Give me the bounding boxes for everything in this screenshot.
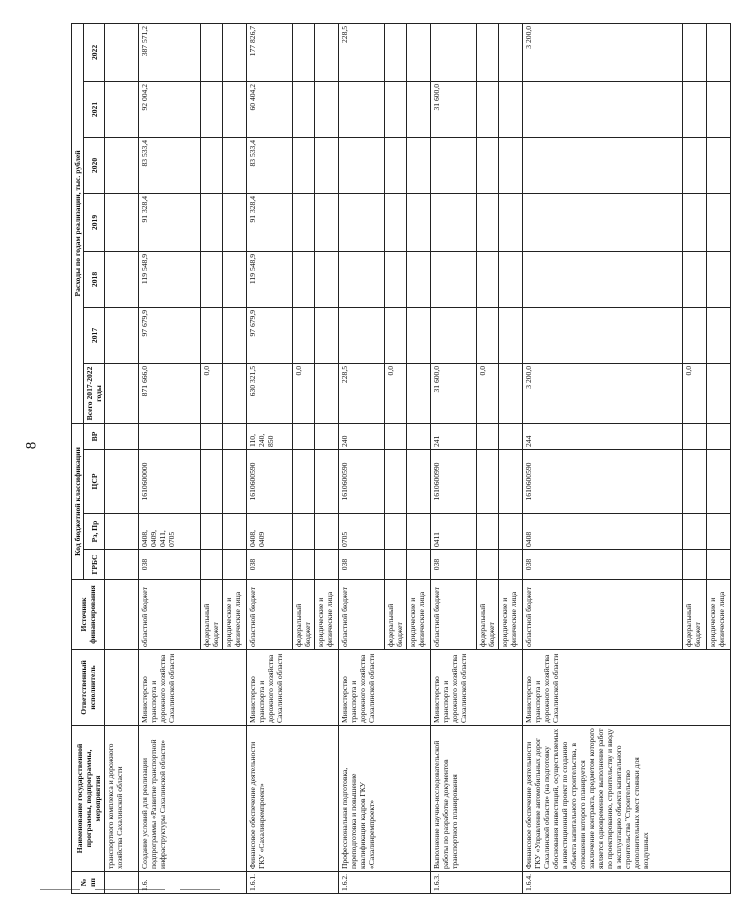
- cell: [293, 514, 315, 550]
- cell: [683, 251, 707, 307]
- cell-2022: 177 826,7: [247, 23, 293, 81]
- source-legal: юридические и физические лица: [223, 580, 247, 650]
- cell: [105, 137, 139, 193]
- cell: [499, 81, 523, 137]
- cell-2022: 3 200,0: [523, 23, 683, 81]
- cell-grbs: 038: [339, 550, 385, 580]
- cell: [293, 23, 315, 81]
- cell: [315, 137, 339, 193]
- cell: [201, 81, 223, 137]
- cell: [707, 23, 731, 81]
- cell-2017: [431, 307, 477, 363]
- cell-total: 228,5: [339, 363, 385, 423]
- cell: [683, 514, 707, 550]
- header-row: [72, 23, 84, 893]
- cell-2021: 92 004,2: [139, 81, 201, 137]
- row-responsible: Министерство транспорта и дорожного хозяйства Сахалинской области: [523, 650, 731, 726]
- cell: [477, 23, 499, 81]
- col-rzpr-header: Рз, Пр: [84, 514, 105, 550]
- col-2021-header: 2021: [84, 81, 105, 137]
- cell: [499, 137, 523, 193]
- cell-grbs: 038: [431, 550, 477, 580]
- cell: [105, 251, 139, 307]
- cell: [105, 550, 139, 580]
- source-regional: областной бюджет: [139, 580, 201, 650]
- cell-2021: 31 600,0: [431, 81, 477, 137]
- source-legal: юридические и физические лица: [499, 580, 523, 650]
- row-number: 1.6.4.: [523, 872, 731, 894]
- col-2020-header: 2020: [84, 137, 105, 193]
- cell: [105, 872, 139, 894]
- row-responsible: Министерство транспорта и дорожного хозяйства Сахалинской области: [247, 650, 339, 726]
- cell: [293, 423, 315, 449]
- row-name: Создание условий для реализации подпрограммы «Развитие транспортной инфраструктуры Сахалинской области»: [139, 726, 247, 872]
- cell: [683, 307, 707, 363]
- col-2017-header: 2017: [84, 307, 105, 363]
- table-row: [247, 23, 293, 893]
- cell-2022: 228,5: [339, 23, 385, 81]
- cell: [315, 450, 339, 514]
- cell-total: 3 200,0: [523, 363, 683, 423]
- cell: [683, 23, 707, 81]
- cell-2017: [339, 307, 385, 363]
- cell: [105, 450, 139, 514]
- cell: [477, 514, 499, 550]
- cell: [105, 307, 139, 363]
- cell-2017: 97 679,9: [247, 307, 293, 363]
- cell: [223, 514, 247, 550]
- cell: [315, 363, 339, 423]
- row-number: 1.6.2.: [339, 872, 431, 894]
- cell: [477, 251, 499, 307]
- cell: [385, 81, 407, 137]
- cell: [223, 550, 247, 580]
- cell: [105, 423, 139, 449]
- cell: [707, 550, 731, 580]
- cell: [201, 193, 223, 251]
- row-responsible: Министерство транспорта и дорожного хозяйства Сахалинской области: [431, 650, 523, 726]
- cell: [201, 423, 223, 449]
- cell: [105, 23, 139, 81]
- cell-vr: 110, 240, 850: [247, 423, 293, 449]
- col-total-header: Всего 2017-2022 годы: [84, 363, 105, 423]
- cell: [201, 137, 223, 193]
- cell: [223, 81, 247, 137]
- cell: [105, 650, 139, 726]
- row-responsible: Министерство транспорта и дорожного хозяйства Сахалинской области: [139, 650, 247, 726]
- cell: [499, 23, 523, 81]
- cell: [315, 514, 339, 550]
- cell: [407, 251, 431, 307]
- cell-federal-total: 0,0: [683, 363, 707, 423]
- source-federal: федеральный бюджет: [477, 580, 499, 650]
- cell: [385, 23, 407, 81]
- table-row: [523, 23, 683, 893]
- cell: [315, 307, 339, 363]
- cell-2018: 119 548,9: [247, 251, 293, 307]
- cell: [315, 251, 339, 307]
- cell-grbs: 038: [523, 550, 683, 580]
- cell: [223, 450, 247, 514]
- cell: [201, 23, 223, 81]
- source-legal: юридические и физические лица: [707, 580, 731, 650]
- cell-2019: [431, 193, 477, 251]
- row-number: 1.6.: [139, 872, 247, 894]
- source-legal: юридические и физические лица: [407, 580, 431, 650]
- cell: [407, 423, 431, 449]
- table-row: [105, 23, 139, 893]
- cell: [201, 450, 223, 514]
- cell-total: 31 600,0: [431, 363, 477, 423]
- cell: [407, 550, 431, 580]
- cell: [683, 137, 707, 193]
- cell-2021: [523, 81, 683, 137]
- cell: [293, 307, 315, 363]
- cell-federal-total: 0,0: [477, 363, 499, 423]
- source-federal: федеральный бюджет: [385, 580, 407, 650]
- cell-rzpr: 0705: [339, 514, 385, 550]
- row-name: Выполнение научно-исследовательской работы по разработке документов транспортного планирования: [431, 726, 523, 872]
- cell-vr: 244: [523, 423, 683, 449]
- cell: [105, 363, 139, 423]
- cell: [407, 137, 431, 193]
- cell-2020: 83 533,4: [139, 137, 201, 193]
- cell-csr: 1610600590: [247, 450, 293, 514]
- col-num-header: № пп: [72, 872, 105, 894]
- cell: [407, 514, 431, 550]
- cell: [105, 81, 139, 137]
- cell: [683, 193, 707, 251]
- cell-csr: 1610600590: [523, 450, 683, 514]
- cell: [385, 251, 407, 307]
- cell: [477, 550, 499, 580]
- cell: [707, 251, 731, 307]
- expense-group-header: Расходы по годам реализации, тыс. рублей: [72, 23, 84, 423]
- cell: [293, 550, 315, 580]
- cell-2021: [339, 81, 385, 137]
- cell: [477, 450, 499, 514]
- cell: [201, 251, 223, 307]
- cell: [499, 514, 523, 550]
- cell: [105, 580, 139, 650]
- cell-federal-total: 0,0: [201, 363, 223, 423]
- cell: [499, 550, 523, 580]
- cell-2020: [431, 137, 477, 193]
- source-legal: юридические и физические лица: [315, 580, 339, 650]
- col-grbs-header: ГРБС: [84, 550, 105, 580]
- cell: [385, 307, 407, 363]
- cell: [477, 193, 499, 251]
- cell: [293, 251, 315, 307]
- cell: [223, 363, 247, 423]
- cell: [223, 251, 247, 307]
- cell: [707, 307, 731, 363]
- table-row: [139, 23, 201, 893]
- col-csr-header: ЦСР: [84, 450, 105, 514]
- cell-rzpr: 0408, 0409, 0411, 0705: [139, 514, 201, 550]
- cell: [499, 307, 523, 363]
- col-2022-header: 2022: [84, 23, 105, 81]
- cell-vr: 240: [339, 423, 385, 449]
- cell-2019: [523, 193, 683, 251]
- cell: [499, 363, 523, 423]
- cell-2018: [431, 251, 477, 307]
- cell-vr: 241: [431, 423, 477, 449]
- cell-grbs: 038: [139, 550, 201, 580]
- col-name-header: Наименование государственной программы, подпрограммы, мероприятия: [72, 726, 105, 872]
- cell: [683, 450, 707, 514]
- budget-table: [71, 23, 731, 894]
- cell: [105, 193, 139, 251]
- cell-2019: [339, 193, 385, 251]
- source-regional: областной бюджет: [431, 580, 477, 650]
- cell: [105, 514, 139, 550]
- cell-rzpr: 0408: [523, 514, 683, 550]
- row-number: 1.6.3.: [431, 872, 523, 894]
- cell: [683, 423, 707, 449]
- cell-2022: 387 571,2: [139, 23, 201, 81]
- cell: [407, 193, 431, 251]
- cell: [315, 423, 339, 449]
- cell: [385, 423, 407, 449]
- cell: [201, 514, 223, 550]
- table-row: [339, 23, 385, 893]
- cell: [407, 307, 431, 363]
- cell: [385, 193, 407, 251]
- table-row: [431, 23, 477, 893]
- cell: [499, 251, 523, 307]
- cell: [223, 307, 247, 363]
- cell-2019: 91 328,4: [139, 193, 201, 251]
- cell: [683, 81, 707, 137]
- cell: [293, 137, 315, 193]
- cell: [223, 423, 247, 449]
- cell: [385, 550, 407, 580]
- cell-2017: [523, 307, 683, 363]
- row-responsible: Министерство транспорта и дорожного хозяйства Сахалинской области: [339, 650, 431, 726]
- cell-2020: [339, 137, 385, 193]
- cell-2018: [339, 251, 385, 307]
- cell: [477, 137, 499, 193]
- cell-2018: 119 548,9: [139, 251, 201, 307]
- source-federal: федеральный бюджет: [683, 580, 707, 650]
- cell-grbs: 038: [247, 550, 293, 580]
- source-federal: федеральный бюджет: [293, 580, 315, 650]
- cell-csr: 1610600000: [139, 450, 201, 514]
- cell-2022: [431, 23, 477, 81]
- col-source-header: Источник финансирования: [72, 580, 105, 650]
- source-regional: областной бюджет: [339, 580, 385, 650]
- cell: [707, 450, 731, 514]
- cell-csr: 1610600990: [431, 450, 477, 514]
- col-vr-header: ВР: [84, 423, 105, 449]
- col-resp-header: Ответственный исполнитель: [72, 650, 105, 726]
- cell: [499, 423, 523, 449]
- cell: [477, 81, 499, 137]
- cell: [315, 193, 339, 251]
- cell-total: 871 666,0: [139, 363, 201, 423]
- cell: [499, 193, 523, 251]
- cell: [707, 137, 731, 193]
- cell: [499, 450, 523, 514]
- rotated-table-wrapper: [71, 24, 726, 894]
- cell-2017: 97 679,9: [139, 307, 201, 363]
- cell: [385, 514, 407, 550]
- cell: [315, 81, 339, 137]
- cell-2020: 83 533,4: [247, 137, 293, 193]
- col-2019-header: 2019: [84, 193, 105, 251]
- cell: [223, 23, 247, 81]
- cell-csr: 1610600590: [339, 450, 385, 514]
- cell-2018: [523, 251, 683, 307]
- row-number: 1.6.1.: [247, 872, 339, 894]
- cell: [683, 550, 707, 580]
- cell: [315, 23, 339, 81]
- cell: [707, 423, 731, 449]
- cell: [707, 193, 731, 251]
- cell: [201, 307, 223, 363]
- row-name: Профессиональная подготовка, переподготовка и повышение квалификации кадров ГКУ «Сахалинремпроект»: [339, 726, 431, 872]
- source-regional: областной бюджет: [247, 580, 293, 650]
- source-regional: областной бюджет: [523, 580, 683, 650]
- carry-over-name: транспортного комплекса и дорожного хозяйства Сахалинской области: [105, 726, 139, 872]
- row-name: Финансовое обеспечение деятельности ГКУ «Сахалинремпроект»: [247, 726, 339, 872]
- cell-2019: 91 328,4: [247, 193, 293, 251]
- cell: [407, 450, 431, 514]
- cell: [385, 137, 407, 193]
- row-name: Финансовое обеспечение деятельности ГКУ «Управление автомобильных дорог Сахалинской области» (на подготовку обоснования инвестиций, осуществляемых в инвестиционный проект по созданию объекта капитального строительства, в отношении которого планируется заключение контракта, предметом которого является одновременное выполнение работ по проектированию, строительству и вводу в эксплуатацию объекта капитального строительства "Строительство дополнительных мест стоянки для воздушных: [523, 726, 731, 872]
- cell: [223, 137, 247, 193]
- source-federal: федеральный бюджет: [201, 580, 223, 650]
- page-number: 8: [23, 441, 40, 450]
- cell: [407, 363, 431, 423]
- cell: [407, 81, 431, 137]
- cell-2020: [523, 137, 683, 193]
- cell: [293, 450, 315, 514]
- cell: [315, 550, 339, 580]
- cell: [407, 23, 431, 81]
- cell-federal-total: 0,0: [293, 363, 315, 423]
- cell: [707, 363, 731, 423]
- col-2018-header: 2018: [84, 251, 105, 307]
- cell-rzpr: 0408, 0409: [247, 514, 293, 550]
- cell-federal-total: 0,0: [385, 363, 407, 423]
- cell-total: 630 321,5: [247, 363, 293, 423]
- code-group-header: Код бюджетной классификации: [72, 423, 84, 579]
- cell: [477, 423, 499, 449]
- cell-2021: 60 404,2: [247, 81, 293, 137]
- cell-vr: [139, 423, 201, 449]
- cell: [293, 81, 315, 137]
- cell: [477, 307, 499, 363]
- cell: [201, 550, 223, 580]
- cell: [223, 193, 247, 251]
- cell: [385, 450, 407, 514]
- cell-rzpr: 0411: [431, 514, 477, 550]
- cell: [293, 193, 315, 251]
- cell: [707, 514, 731, 550]
- cell: [707, 81, 731, 137]
